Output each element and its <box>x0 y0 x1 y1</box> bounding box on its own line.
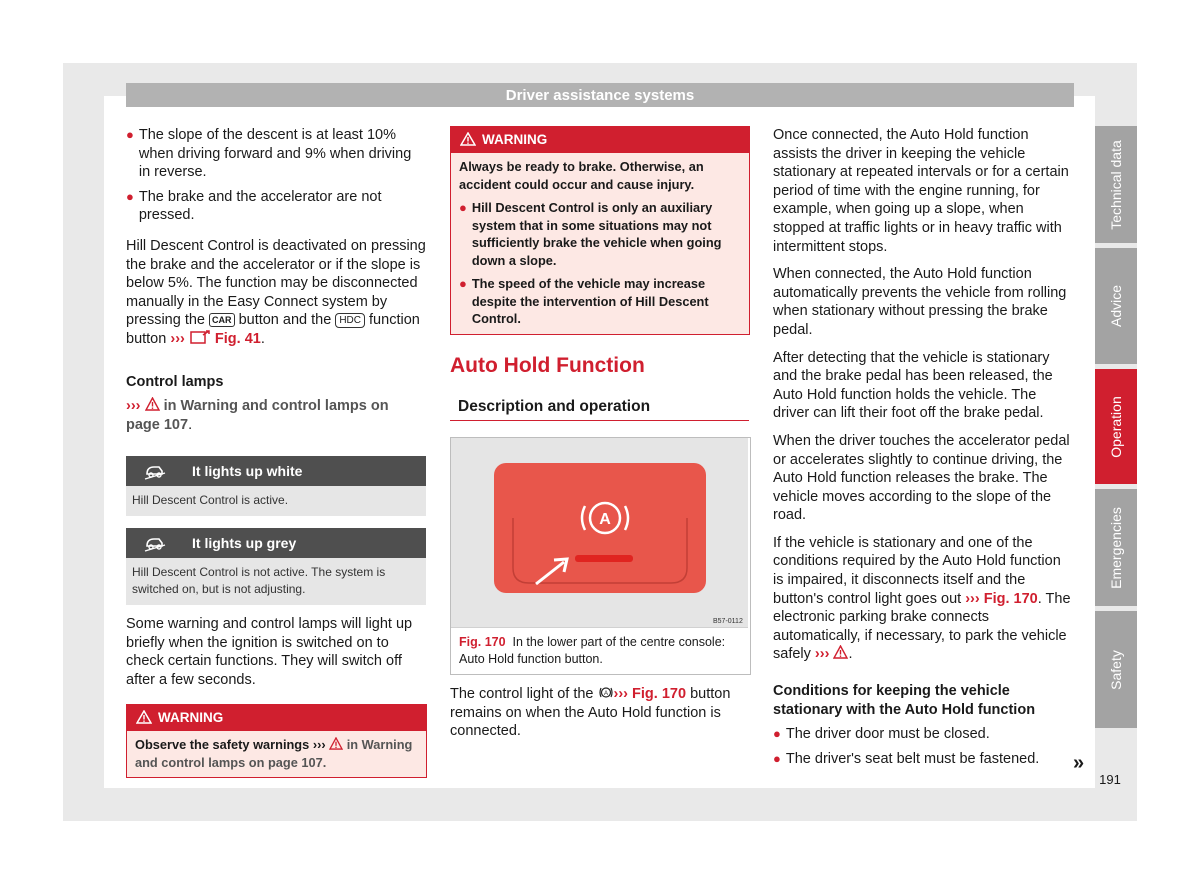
figure-170 <box>450 437 751 675</box>
auto-hold-icon <box>598 686 614 699</box>
paragraph: When connected, the Auto Hold function automatically prevents the vehicle from rolling when stationary without pressing the brake pedal. <box>773 266 1067 338</box>
tab-operation[interactable]: Operation <box>1095 369 1137 484</box>
warning-title: WARNING <box>482 132 548 147</box>
figure-caption: Fig. 170 In the lower part of the centre console: Auto Hold function button. <box>459 635 726 666</box>
hdc-button-icon: HDC <box>335 313 365 328</box>
list-item: ● The driver's seat belt must be fastened. <box>773 750 1040 767</box>
tab-emergencies[interactable]: Emergencies <box>1095 489 1137 606</box>
lamp-table-white <box>126 456 426 516</box>
paragraph: After detecting that the vehicle is stationary and the brake pedal has been released, the Auto Hold function holds the vehicle. The driver can lift their foot off the brake pedal. <box>773 349 1053 422</box>
chapter-header: Driver assistance systems <box>126 83 1074 107</box>
svg-text:A: A <box>603 691 608 697</box>
warning-triangle-icon <box>145 397 160 411</box>
figure-code: B57-0112 <box>713 618 743 625</box>
warning-intro: Always be ready to brake. Otherwise, an accident could occur and cause injury. <box>459 159 704 192</box>
lamp-title: It lights up white <box>192 463 303 479</box>
warning-triangle-icon <box>329 737 343 750</box>
paragraph: Hill Descent Control is deactivated on pressing the brake and the accelerator or if the slope is below 5%. The function may be disconnected manually in the Easy Connect system by pressing the CAR button and the HDC function button ››› Fig. 41. <box>126 237 426 347</box>
left-column <box>126 126 426 448</box>
car-button-icon: CAR <box>209 313 235 327</box>
list-item: ● The driver door must be closed. <box>773 726 990 743</box>
section-title: Auto Hold Function <box>450 354 645 377</box>
warning-title: WARNING <box>158 710 224 725</box>
figure-link[interactable]: Fig. 170 <box>983 590 1038 607</box>
warning-triangle-icon <box>136 710 152 724</box>
paragraph: When the driver touches the accelerator pedal or accelerates slightly to continue driving, the Auto Hold function releases the brake. The vehicle moves according to the slope of the road. <box>773 432 1070 524</box>
list-item: ● The brake and the accelerator are not pressed. <box>126 188 382 224</box>
tab-advice[interactable]: Advice <box>1095 248 1137 364</box>
warning-triangle-icon <box>833 645 848 659</box>
list-item: ● The slope of the descent is at least 10% when driving forward and 9% when driving in reverse. <box>126 127 412 181</box>
cross-reference-link[interactable]: in Warning and control lamps on page 107 <box>126 398 389 433</box>
book-ref-icon <box>189 330 211 345</box>
warning-triangle-icon <box>460 132 476 146</box>
figure-link[interactable]: Fig. 170 <box>632 686 687 702</box>
tab-technical-data[interactable]: Technical data <box>1095 126 1137 243</box>
list-item: ● The speed of the vehicle may increase despite the intervention of Hill Descent Control. <box>459 276 709 326</box>
lamp-title: It lights up grey <box>192 535 297 551</box>
hill-descent-icon <box>144 462 166 480</box>
paragraph: If the vehicle is stationary and one of the conditions required by the Auto Hold function is impaired, it disconnects itself and the button's control light goes out ››› Fig. 170. The electronic parking brake connects automatically, if necessary, to park the vehicle safely ››› . <box>773 534 1071 663</box>
section-heading: Control lamps <box>126 373 224 390</box>
warning-box-middle <box>450 126 750 335</box>
lamp-description: Hill Descent Control is active. <box>126 486 426 516</box>
right-column <box>773 126 1073 774</box>
middle-paragraph: The control light of the A ››› Fig. 170 button remains on when the Auto Hold function is connected. <box>450 686 731 740</box>
svg-text:A: A <box>599 511 611 528</box>
cross-reference: ››› in Warning and control lamps on page 107. <box>126 398 389 433</box>
paragraph: Once connected, the Auto Hold function assists the driver in keeping the vehicle stationary at repeated intervals or for a certain period of time with the engine running, for example, when going up a slope, when stopped at traffic lights or in heavy traffic with intermittent stops. <box>773 127 1069 255</box>
list-item: ● Hill Descent Control is only an auxiliary system that in some situations may not sufficiently brake the vehicle when going down a slope. <box>459 200 722 268</box>
warning-box-left: WARNING Observe the safety warnings ››› in Warning and control lamps on page 107. <box>126 704 427 778</box>
tab-safety[interactable]: Safety <box>1095 611 1137 728</box>
figure-link[interactable]: Fig. 41 <box>214 330 261 347</box>
cross-reference-link[interactable]: in Warning and control lamps on page 107. <box>135 737 413 770</box>
subsection-title: Description and operation <box>450 398 749 421</box>
hill-descent-icon <box>144 534 166 552</box>
section-heading: Conditions for keeping the vehicle stationary with the Auto Hold function <box>773 683 1036 718</box>
left-paragraph-2: Some warning and control lamps will light up briefly when the ignition is switched on to check certain functions. They will switch off after a few seconds. <box>126 616 413 688</box>
lamp-description: Hill Descent Control is not active. The system is switched on, but is not adjusting. <box>126 558 426 605</box>
auto-hold-illustration <box>451 438 748 628</box>
ref-arrows: ››› <box>170 330 185 347</box>
continue-arrow-icon: » <box>1073 752 1085 774</box>
lamp-table-grey <box>126 528 426 605</box>
page-number: 191 <box>1099 772 1121 787</box>
